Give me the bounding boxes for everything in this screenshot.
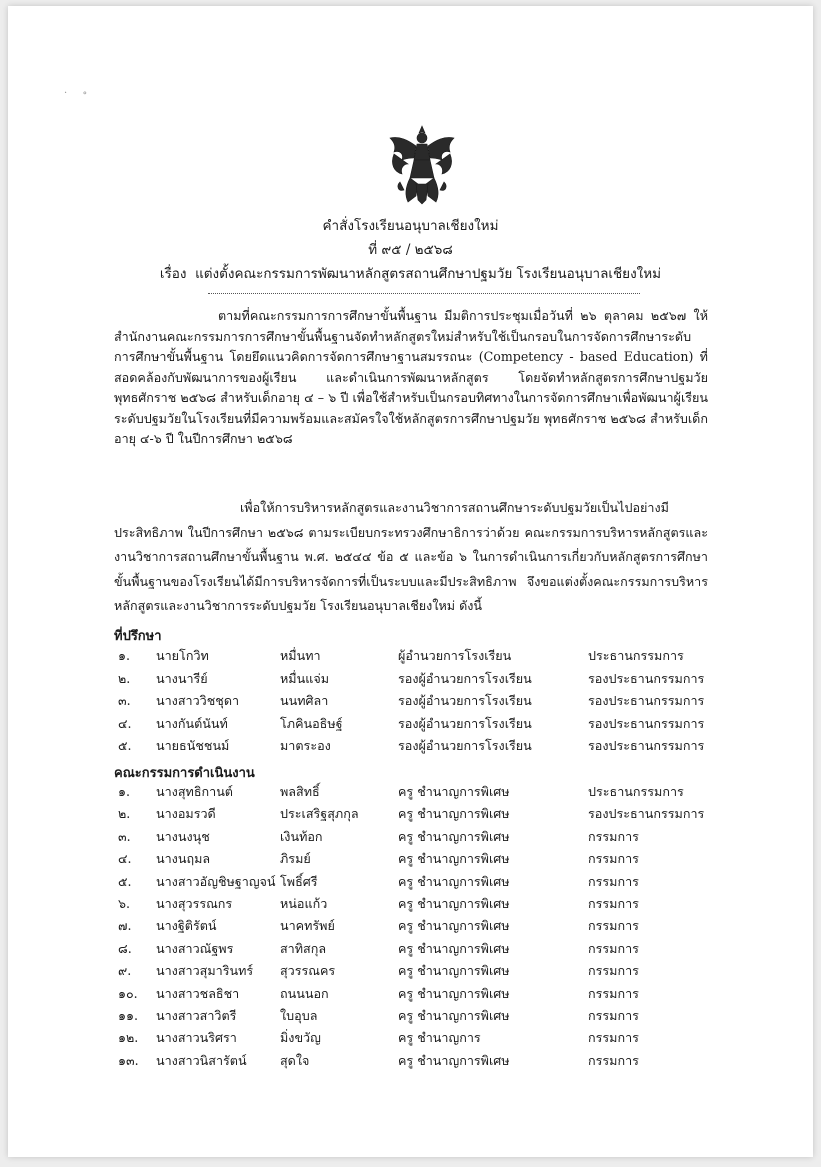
member-role: กรรมการ <box>588 963 639 979</box>
member-position: ครู ชำนาญการพิเศษ <box>398 1052 510 1068</box>
member-row <box>8 736 813 758</box>
member-role: รองประธานกรรมการ <box>588 738 705 753</box>
member-number: ๑. <box>118 648 130 663</box>
member-row <box>8 714 813 736</box>
member-position: รองผู้อำนวยการโรงเรียน <box>398 693 532 708</box>
member-role: รองประธานกรรมการ <box>588 806 705 822</box>
member-position: รองผู้อำนวยการโรงเรียน <box>398 738 532 753</box>
member-first-name: นางสุวรรณกร <box>156 896 233 911</box>
member-number: ๖. <box>118 896 130 911</box>
member-first-name: นางสุทธิกานต์ <box>156 784 233 799</box>
member-row <box>8 782 813 804</box>
member-number: ๕. <box>118 873 132 889</box>
member-row <box>8 894 813 916</box>
member-position: ครู ชำนาญการพิเศษ <box>398 873 510 889</box>
member-row <box>8 804 813 826</box>
scan-speck: · ∘ <box>64 88 94 99</box>
member-role: กรรมการ <box>588 918 639 934</box>
member-number: ๑๐. <box>118 985 138 1001</box>
member-row <box>8 1051 813 1073</box>
order-title: คำสั่งโรงเรียนอนุบาลเชียงใหม่ <box>322 218 499 234</box>
member-role: กรรมการ <box>588 851 639 867</box>
subject-label: เรื่อง <box>159 266 187 282</box>
member-role: กรรมการ <box>588 828 639 844</box>
member-last-name: เงินท้อก <box>280 828 323 844</box>
dotted-divider <box>208 293 640 294</box>
member-first-name: นางสาวชลธิชา <box>156 985 240 1001</box>
member-role: กรรมการ <box>588 896 639 911</box>
member-position: รองผู้อำนวยการโรงเรียน <box>398 670 532 686</box>
member-row <box>8 827 813 849</box>
member-last-name: ใบอุบล <box>280 1008 318 1023</box>
member-row <box>8 669 813 691</box>
paragraph-background: ตามที่คณะกรรมการการศึกษาขั้นพื้นฐาน มีมติการประชุมเมื่อวันที่ ๒๖ ตุลาคม ๒๕๖๗ ให้สำนักงานคณะกรรมการการศึกษาขั้นพื้นฐานจัดทำหลักสูตรใหม่สำหรับใช้เป็นกรอบในการจัดการศึกษาระดับการศึกษาขั้นพื้นฐาน โดยยึดแนวคิดการจัดการศึกษาฐานสมรรถนะ (Competency - based Education) ที่สอดคล้องกับพัฒนาการของผู้เรียน และดำเนินการพัฒนาหลักสูตร โดยจัดทำหลักสูตรการศึกษาปฐมวัย พุทธศักราช ๒๕๖๘ สำหรับเด็กอายุ ๔ – ๖ ปี เพื่อใช้สำหรับเป็นกรอบทิศทางในการจัดการศึกษาเพื่อพัฒนาผู้เรียนระดับปฐมวัยในโรงเรียนที่มีความพร้อมและสมัครใจใช้หลักสูตรการศึกษาปฐมวัย พุทธศักราช ๒๕๖๘ สำหรับเด็กอายุ ๔-๖ ปี ในปีการศึกษา ๒๕๖๘ <box>114 308 708 446</box>
member-last-name: สุวรรณคร <box>280 963 336 979</box>
member-position: ครู ชำนาญการพิเศษ <box>398 1008 510 1023</box>
member-number: ๑๓. <box>118 1052 139 1068</box>
member-last-name: โพธิ์ศรี <box>280 873 318 889</box>
document-page <box>8 6 813 1157</box>
member-number: ๗. <box>118 918 132 934</box>
member-number: ๕. <box>118 738 132 753</box>
member-position: ครู ชำนาญการพิเศษ <box>398 918 510 934</box>
committee-title: คณะกรรมการดำเนินงาน <box>114 766 255 781</box>
member-role: กรรมการ <box>588 1008 639 1023</box>
paragraph-purpose: เพื่อให้การบริหารหลักสูตรและงานวิชาการสถานศึกษาระดับปฐมวัยเป็นไปอย่างมีประสิทธิภาพ ในปีการศึกษา ๒๕๖๘ ตามระเบียบกระทรวงศึกษาธิการว่าด้วย คณะกรรมการบริหารหลักสูตรและงานวิชาการสถานศึกษาขั้นพื้นฐาน พ.ศ. ๒๕๔๔ ข้อ ๕ และข้อ ๖ ในการดำเนินการเกี่ยวกับหลักสูตรการศึกษาขั้นพื้นฐานของโรงเรียนได้มีการบริหารจัดการที่เป็นระบบและมีประสิทธิภาพ จึงขอแต่งตั้งคณะกรรมการบริหารหลักสูตรและงานวิชาการระดับปฐมวัย โรงเรียนอนุบาลเชียงใหม่ ดังนี้ <box>114 500 708 613</box>
member-first-name: นายโกวิท <box>156 648 209 663</box>
member-role: กรรมการ <box>588 1052 639 1068</box>
member-role: กรรมการ <box>588 1030 639 1046</box>
member-first-name: นางสาวณัฐพร <box>156 940 234 956</box>
member-first-name: นางกันต์นันท์ <box>156 715 228 731</box>
member-role: กรรมการ <box>588 873 639 889</box>
member-position: รองผู้อำนวยการโรงเรียน <box>398 715 532 731</box>
member-number: ๒. <box>118 670 131 686</box>
member-last-name: นนทศิลา <box>280 693 329 708</box>
member-row <box>8 646 813 668</box>
member-number: ๘. <box>118 940 132 956</box>
member-last-name: มิ่งขวัญ <box>280 1030 321 1046</box>
member-role: กรรมการ <box>588 985 639 1001</box>
member-number: ๑๑. <box>118 1008 138 1023</box>
member-first-name: นายธนัชชนม์ <box>156 738 230 753</box>
member-row <box>8 1028 813 1050</box>
order-subject <box>8 262 813 284</box>
member-first-name: นางสาวสาวิตรี <box>156 1008 237 1023</box>
member-row <box>8 691 813 713</box>
member-last-name: มาตระอง <box>280 738 331 753</box>
member-row <box>8 849 813 871</box>
member-number: ๙. <box>118 963 132 979</box>
member-first-name: นางนฤมล <box>156 851 211 867</box>
member-last-name: หมื่นแจ่ม <box>280 670 330 686</box>
member-row <box>8 961 813 983</box>
member-role: กรรมการ <box>588 940 639 956</box>
member-position: ครู ชำนาญการพิเศษ <box>398 851 510 867</box>
member-first-name: นางสาวนริศรา <box>156 1030 237 1046</box>
member-role: รองประธานกรรมการ <box>588 715 705 731</box>
member-last-name: พลสิทธิ์ <box>280 784 320 799</box>
member-first-name: นางสาวสุมารินทร์ <box>156 963 254 979</box>
member-first-name: นางนารีย์ <box>156 670 208 686</box>
member-first-name: นางสาวนิสารัตน์ <box>156 1052 247 1068</box>
member-position: ครู ชำนาญการพิเศษ <box>398 963 510 979</box>
member-last-name: ภิรมย์ <box>280 851 311 867</box>
member-position: ครู ชำนาญการพิเศษ <box>398 806 510 822</box>
member-role: ประธานกรรมการ <box>588 648 684 663</box>
subject-text: แต่งตั้งคณะกรรมการพัฒนาหลักสูตรสถานศึกษาปฐมวัย โรงเรียนอนุบาลเชียงใหม่ <box>195 266 662 282</box>
member-position: ครู ชำนาญการพิเศษ <box>398 896 510 911</box>
member-last-name: หมื่นทา <box>280 648 321 663</box>
order-number: ที่ ๙๕ / ๒๕๖๘ <box>368 242 453 258</box>
member-number: ๓. <box>118 693 131 708</box>
member-row <box>8 1006 813 1028</box>
member-last-name: หน่อแก้ว <box>280 896 328 911</box>
member-role: รองประธานกรรมการ <box>588 693 705 708</box>
member-first-name: นางอมรวดี <box>156 806 216 822</box>
member-role: รองประธานกรรมการ <box>588 670 705 686</box>
member-last-name: สุดใจ <box>280 1052 310 1068</box>
member-last-name: โภคินอธิษฐ์ <box>280 715 343 731</box>
member-number: ๑. <box>118 784 130 799</box>
member-row <box>8 939 813 961</box>
member-position: ครู ชำนาญการพิเศษ <box>398 940 510 956</box>
member-number: ๓. <box>118 828 131 844</box>
member-position: ผู้อำนวยการโรงเรียน <box>398 648 512 663</box>
member-number: ๔. <box>118 715 132 731</box>
member-last-name: ถนนนอก <box>280 985 329 1001</box>
advisors-title: ที่ปรึกษา <box>114 629 162 644</box>
member-row <box>8 984 813 1006</box>
member-position: ครู ชำนาญการ <box>398 1030 481 1046</box>
member-row <box>8 872 813 894</box>
member-number: ๔. <box>118 851 132 867</box>
member-row <box>8 916 813 938</box>
member-role: ประธานกรรมการ <box>588 784 684 799</box>
member-first-name: นางฐิติรัตน์ <box>156 918 217 934</box>
member-first-name: นางนงนุช <box>156 828 210 844</box>
member-first-name: นางสาวอัญชิษฐาญจน์ <box>156 873 276 889</box>
member-position: ครู ชำนาญการพิเศษ <box>398 828 510 844</box>
member-last-name: ประเสริฐสุภกุล <box>280 806 359 822</box>
member-number: ๑๒. <box>118 1030 139 1046</box>
member-last-name: นาคทรัพย์ <box>280 918 335 934</box>
member-position: ครู ชำนาญการพิเศษ <box>398 985 510 1001</box>
garuda-emblem-icon <box>386 124 458 206</box>
member-first-name: นางสาววิชชุดา <box>156 693 240 708</box>
member-position: ครู ชำนาญการพิเศษ <box>398 784 510 799</box>
member-number: ๒. <box>118 806 131 822</box>
member-last-name: สาทิสกุล <box>280 940 327 956</box>
